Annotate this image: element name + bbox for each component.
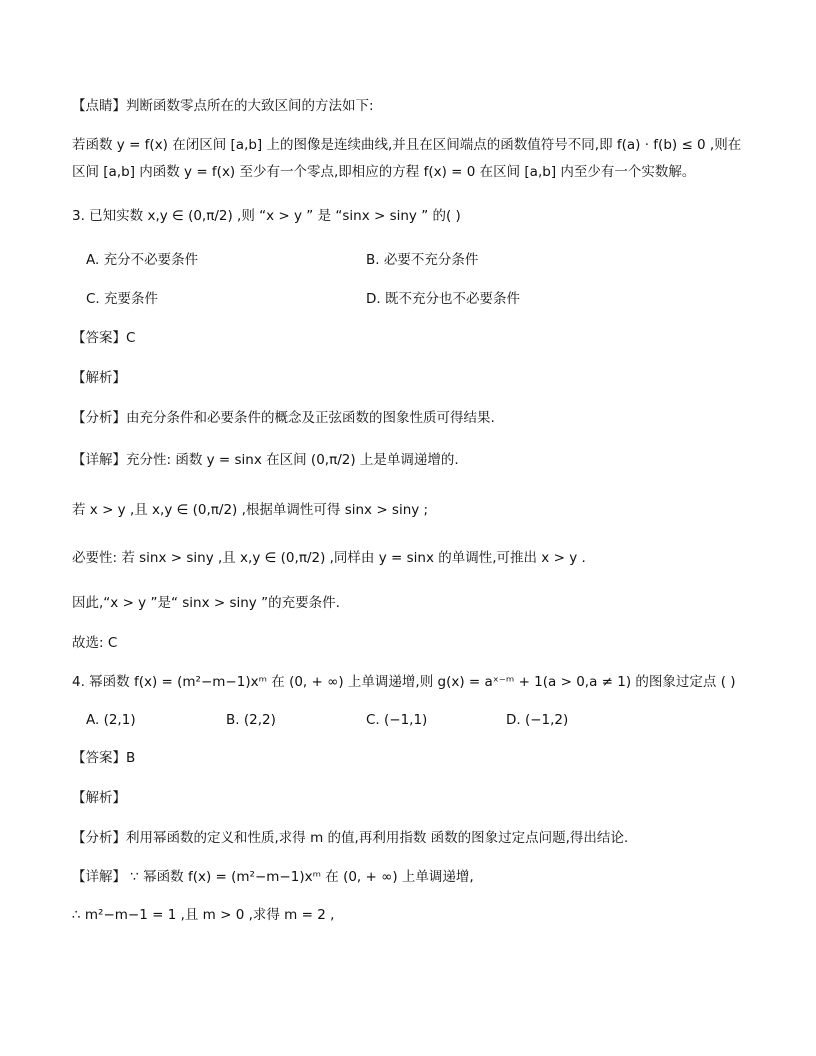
question-4-stem: 4. 幂函数 f(x) = (m²−m−1)xᵐ 在 (0, + ∞) 上单调递增,则 g(x) = aˣ⁻ᵐ + 1(a > 0,a ≠ 1) 的图象过定点 ( ): [72, 674, 736, 690]
q4-option-b: B. (2,2): [226, 712, 276, 728]
q4-answer: 【答案】B: [72, 750, 136, 766]
q3-option-a: A. 充分不必要条件: [86, 252, 199, 268]
q3-option-c: C. 充要条件: [86, 291, 159, 307]
hint-text-line-2: 区间 [a,b] 内函数 y = f(x) 至少有一个零点,即相应的方程 f(x) = 0 在区间 [a,b] 内至少有一个实数解。: [72, 164, 696, 180]
hint-heading: 【点睛】判断函数零点所在的大致区间的方法如下:: [72, 98, 374, 114]
q3-detail-1: 【详解】充分性: 函数 y = sinx 在区间 (0,π/2) 上是单调递增的.: [72, 452, 459, 468]
q3-solution-heading: 【解析】: [72, 370, 126, 386]
question-3-stem: 3. 已知实数 x,y ∈ (0,π/2) ,则 “x > y ” 是 “sinx > siny ” 的( ): [72, 208, 461, 224]
q3-answer: 【答案】C: [72, 330, 136, 346]
q4-option-a: A. (2,1): [86, 712, 136, 728]
q3-detail-3: 必要性: 若 sinx > siny ,且 x,y ∈ (0,π/2) ,同样由 y = sinx 的单调性,可推出 x > y .: [72, 550, 586, 566]
q4-detail-2: ∴ m²−m−1 = 1 ,且 m > 0 ,求得 m = 2 ,: [72, 907, 335, 923]
q3-detail-2: 若 x > y ,且 x,y ∈ (0,π/2) ,根据单调性可得 sinx > siny ;: [72, 502, 429, 518]
q4-option-d: D. (−1,2): [506, 712, 569, 728]
hint-text-line-1: 若函数 y = f(x) 在闭区间 [a,b] 上的图像是连续曲线,并且在区间端点的函数值符号不同,即 f(a) · f(b) ≤ 0 ,则在: [72, 137, 742, 153]
q4-analysis: 【分析】利用幂函数的定义和性质,求得 m 的值,再利用指数 函数的图象过定点问题,得出结论.: [72, 830, 629, 846]
q3-analysis: 【分析】由充分条件和必要条件的概念及正弦函数的图象性质可得结果.: [72, 410, 495, 426]
q3-conclusion: 因此,“x > y ”是“ sinx > siny ”的充要条件.: [72, 595, 340, 611]
q4-option-c: C. (−1,1): [366, 712, 428, 728]
q3-choice: 故选: C: [72, 635, 118, 651]
q3-option-d: D. 既不充分也不必要条件: [366, 291, 520, 307]
q3-option-b: B. 必要不充分条件: [366, 252, 479, 268]
q4-detail-1: 【详解】 ∵ 幂函数 f(x) = (m²−m−1)xᵐ 在 (0, + ∞) 上单调递增,: [72, 869, 474, 885]
q4-solution-heading: 【解析】: [72, 790, 126, 806]
